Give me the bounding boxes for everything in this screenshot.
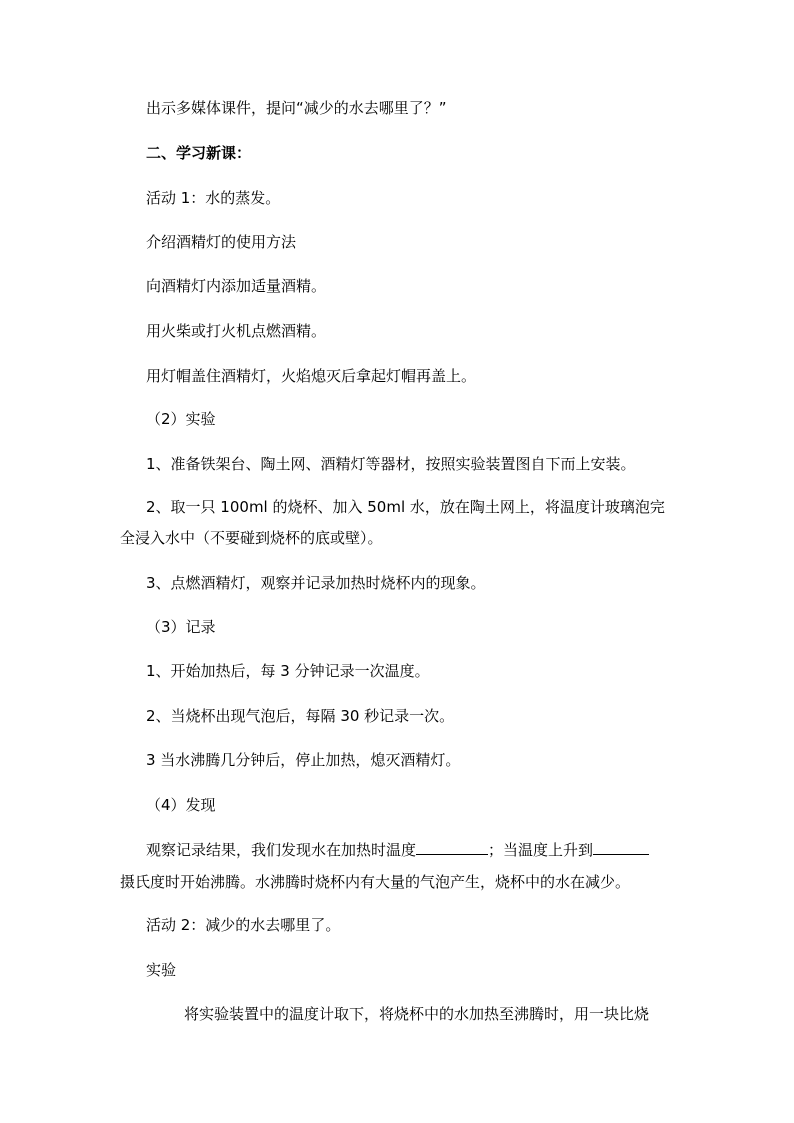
record-step-2: 2、当烧杯出现气泡后，每隔 30 秒记录一次。	[146, 707, 455, 725]
alcohol-lamp-intro: 介绍酒精灯的使用方法	[146, 233, 297, 251]
experiment-step-3: 3、点燃酒精灯，观察并记录加热时烧杯内的现象。	[146, 574, 486, 592]
finding-sentence	[146, 840, 706, 860]
activity-2-experiment-label: 实验	[146, 961, 177, 979]
finding-text-part1: 观察记录结果，我们发现水在加热时温度	[146, 841, 417, 859]
record-step-3: 3 当水沸腾几分钟后，停止加热，熄灭酒精灯。	[146, 751, 461, 769]
alcohol-lamp-step-add: 向酒精灯内添加适量酒精。	[146, 277, 327, 295]
finding-text-part2: ；当温度上升到	[488, 841, 594, 859]
finding-sentence-cont: 摄氏度时开始沸腾。水沸腾时烧杯内有大量的气泡产生，烧杯中的水在减少。	[120, 873, 631, 891]
alcohol-lamp-step-extinguish: 用灯帽盖住酒精灯，火焰熄灭后拿起灯帽再盖上。	[146, 367, 477, 385]
experiment-step-1: 1、准备铁架台、陶土网、酒精灯等器材，按照实验装置图自下而上安装。	[146, 455, 636, 473]
experiment-step-2-cont: 全浸入水中（不要碰到烧杯的底或壁）。	[120, 529, 383, 547]
experiment-step-2: 2、取一只 100ml 的烧杯、加入 50ml 水，放在陶土网上，将温度计玻璃泡完	[146, 498, 665, 516]
alcohol-lamp-step-light: 用火柴或打火机点燃酒精。	[146, 322, 327, 340]
subsection-finding: （4）发现	[146, 796, 216, 814]
boiling-point-blank[interactable]	[593, 840, 649, 855]
temperature-blank[interactable]	[416, 840, 488, 855]
subsection-experiment: （2）实验	[146, 410, 216, 428]
section-heading-new-lesson: 二、学习新课：	[146, 144, 252, 162]
activity-1-title: 活动 1：水的蒸发。	[146, 189, 281, 207]
activity-2-title: 活动 2：减少的水去哪里了。	[146, 916, 341, 934]
record-step-1: 1、开始加热后，每 3 分钟记录一次温度。	[146, 662, 430, 680]
activity-2-experiment-text: 将实验装置中的温度计取下，将烧杯中的水加热至沸腾时，用一块比烧	[184, 1005, 650, 1023]
intro-question: 出示多媒体课件，提问“减少的水去哪里了？”	[146, 99, 447, 117]
subsection-record: （3）记录	[146, 618, 216, 636]
